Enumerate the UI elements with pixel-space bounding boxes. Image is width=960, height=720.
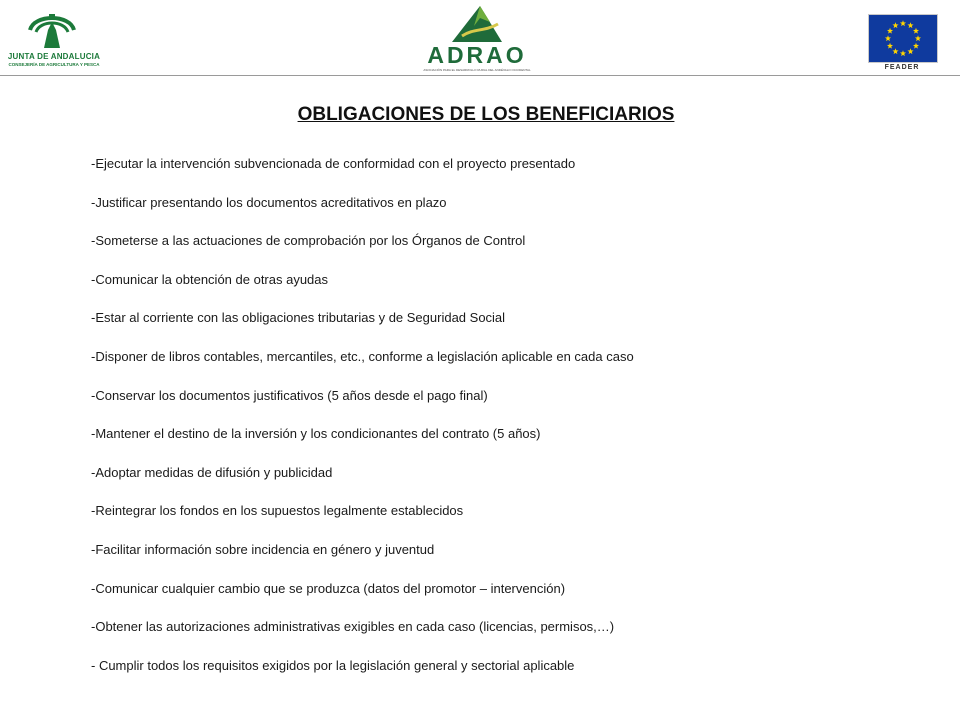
obligation-item: -Comunicar la obtención de otras ayudas [91,271,329,287]
eu-star-icon [907,48,913,54]
eu-star-icon [907,22,913,28]
eu-flag-icon [868,14,938,63]
obligation-item: -Conservar los documentos justificativos (5 años desde el pago final) [91,387,488,403]
junta-subtitle: CONSEJERÍA DE AGRICULTURA Y PESCA [8,62,100,67]
obligation-item: -Someterse a las actuaciones de comprobación por los Órganos de Control [91,233,526,249]
eu-star-icon [913,28,919,34]
obligation-item: -Mantener el destino de la inversión y los condicionantes del contrato (5 años) [91,426,541,442]
eu-star-icon [885,35,891,41]
eu-star-icon [887,43,893,49]
junta-andalucia-logo [6,4,101,72]
junta-name: JUNTA DE ANDALUCIA [7,52,101,61]
eu-star-icon [892,48,898,54]
eu-star-icon [915,35,921,41]
obligation-item: -Disponer de libros contables, mercantiles, etc., conforme a legislación aplicable en cada caso [91,348,634,364]
adrao-logo [418,2,536,74]
adrao-name: ADRAO [427,42,527,68]
obligations-list [91,154,911,694]
obligation-item: -Comunicar cualquier cambio que se produzca (datos del promotor – intervención) [91,580,566,596]
page-title: OBLIGACIONES DE LOS BENEFICIARIOS [297,104,675,125]
eu-star-icon [900,20,906,26]
obligation-item: -Obtener las autorizaciones administrativas exigibles en cada caso (licencias, permisos,…) [91,619,615,635]
eu-star-icon [900,50,906,56]
obligation-item: -Justificar presentando los documentos acreditativos en plazo [91,194,447,210]
obligation-item: -Estar al corriente con las obligaciones tributarias y de Seguridad Social [91,310,506,326]
obligation-item: -Adoptar medidas de difusión y publicidad [91,464,333,480]
obligation-item: -Ejecutar la intervención subvencionada de conformidad con el proyecto presentado [91,156,576,171]
eu-feader-logo [866,14,938,76]
adrao-mountain-icon [444,2,510,42]
adrao-subtitle: ASOCIACIÓN PARA EL DESARROLLO RURAL DEL ANDÉVALO OCCIDENTAL [423,68,531,72]
obligation-item: -Reintegrar los fondos en los supuestos legalmente establecidos [91,503,464,519]
eu-star-icon [913,43,919,49]
obligation-item: -Facilitar información sobre incidencia en género y juventud [91,541,435,557]
eu-star-icon [887,28,893,34]
junta-andalucia-emblem-icon [26,4,78,50]
header-divider [0,75,960,76]
header [0,0,960,78]
obligation-item: - Cumplir todos los requisitos exigidos por la legislación general y sectorial aplicable [91,657,575,673]
eu-star-icon [892,22,898,28]
feader-label: FEADER [884,64,920,71]
